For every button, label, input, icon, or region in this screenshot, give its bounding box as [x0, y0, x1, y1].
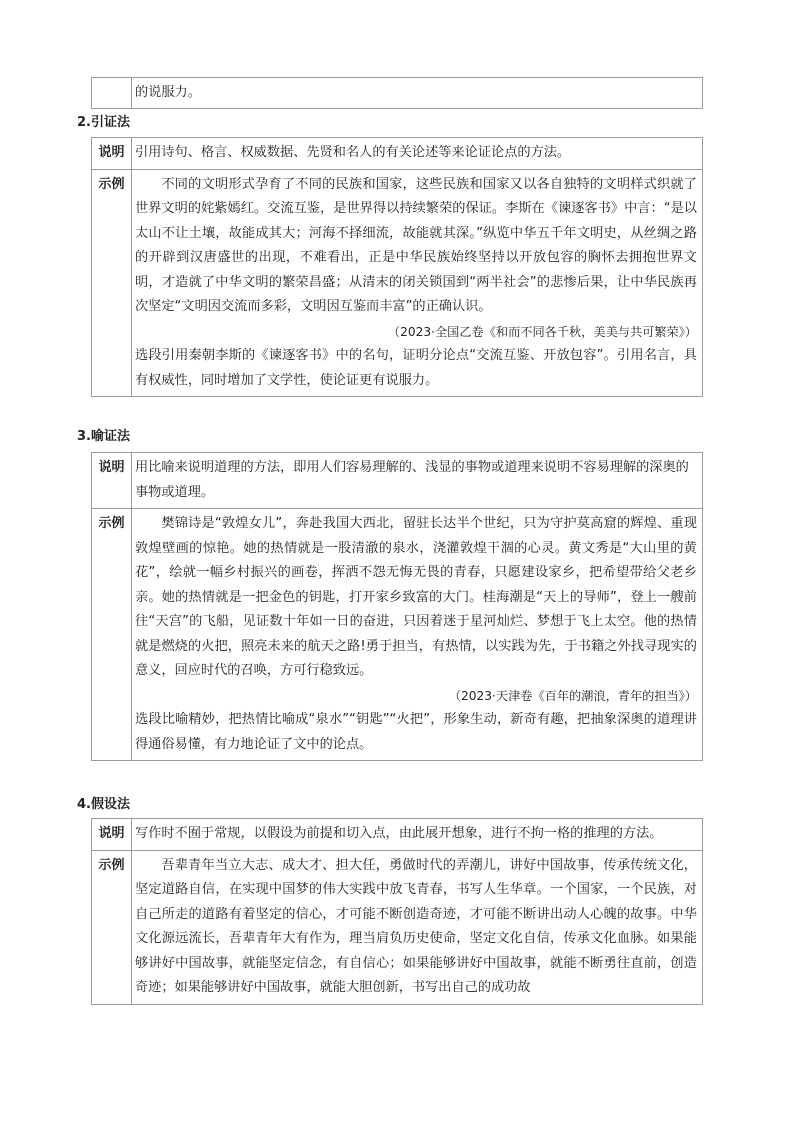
example-analysis: 选段比喻精妙，把热情比喻成“泉水”“钥匙”“火把”，形象生动，新奇有趣，把抽象深奥的道理讲得通俗易懂，有力地论证了文中的论点。 [135, 712, 697, 752]
continuation-label-cell [92, 78, 132, 109]
example-cell [132, 509, 703, 761]
section-table-yuzheng [91, 452, 703, 761]
example-paragraph: 不同的文明形式孕育了不同的民族和国家，这些民族和国家又以各自独特的文明样式织就了世界文明的姹紫嫣红。交流互鉴，是世界得以持续繁荣的保证。李斯在《谏逐客书》中言：“是以太山不让土壤，故能成其大；河海不择细流，故能就其深。”纵览中华五千年文明史，从丝绸之路的开辟到汉唐盛世的出现，不难看出，正是中华民族始终坚持以开放包容的胸怀去拥抱世界文明，才造就了中华文明的繁荣昌盛；从清末的闭关锁国到“两半社会”的悲惨后果，让中华民族再次坚定“文明因交流而多彩，文明因互鉴而丰富”的正确认识。 [135, 176, 697, 314]
desc-text: 用比喻来说明道理的方法，即用人们容易理解的、浅显的事物或道理来说明不容易理解的深奥的事物或道理。 [132, 453, 703, 509]
example-paragraph: 吾辈青年当立大志、成大才、担大任，勇做时代的弄潮儿，讲好中国故事，传承传统文化，坚定道路自信，在实现中国梦的伟大实践中放飞青春，书写人生华章。一个国家，一个民族，对自己所走的道路有着坚定的信心，才可能不断创造奇迹，才可能不断讲出动人心魄的故事。中华文化源远流长，吾辈青年大有作为，理当肩负历史使命，坚定文化自信，传承文化血脉。如果能够讲好中国故事，就能坚定信念，有自信心；如果能够讲好中国故事，就能不断勇往直前，创造奇迹；如果能够讲好中国故事，就能大胆创新，书写出自己的成功故 [135, 857, 697, 995]
example-label: 示例 [92, 509, 132, 761]
example-label: 示例 [92, 850, 132, 1004]
example-analysis: 选段引用秦朝李斯的《谏逐客书》中的名句，证明分论点“交流互鉴、开放包容”。引用名言，具有权威性，同时增加了文学性，使论证更有说服力。 [135, 348, 697, 388]
section-heading-yinzheng: 2.引证法 [77, 115, 130, 130]
desc-label: 说明 [92, 819, 132, 851]
desc-text: 写作时不囿于常规，以假设为前提和切入点，由此展开想象，进行不拘一格的推理的方法。 [132, 819, 703, 851]
example-source: （2023·全国乙卷《和而不同各千秋，美美与共可繁荣》） [387, 324, 697, 339]
desc-label: 说明 [92, 138, 132, 170]
continuation-table [91, 77, 703, 109]
example-label: 示例 [92, 169, 132, 397]
section-heading-jiashe: 4.假设法 [77, 797, 130, 812]
section-table-jiashe [91, 818, 703, 1005]
example-cell [132, 850, 703, 1004]
example-cell [132, 169, 703, 397]
example-source: （2023·天津卷《百年的潮浪，青年的担当》） [448, 688, 697, 703]
section-table-yinzheng [91, 137, 703, 397]
section-heading-yuzheng: 3.喻证法 [77, 429, 130, 444]
example-paragraph: 樊锦诗是“敦煌女儿”，奔赴我国大西北，留驻长达半个世纪，只为守护莫高窟的辉煌、重现敦煌壁画的惊艳。她的热情就是一股清澈的泉水，浇灌敦煌干涸的心灵。黄文秀是“大山里的黄花”，绘就一幅乡村振兴的画卷，挥洒不怨无悔无畏的青春，只愿建设家乡，把希望带给父老乡亲。她的热情就是一把金色的钥匙，打开家乡致富的大门。桂海潮是“天上的导师”，登上一艘前往“天宫”的飞船，见证数十年如一日的奋进，只因着迷于星河灿烂、梦想于飞上太空。他的热情就是燃烧的火把，照亮未来的航天之路!勇于担当，有热情，以实践为先，于书籍之外找寻现实的意义，回应时代的召唤，方可行稳致远。 [135, 516, 697, 678]
desc-text: 引用诗句、格言、权威数据、先贤和名人的有关论述等来论证论点的方法。 [132, 138, 703, 170]
continuation-text: 的说服力。 [132, 78, 703, 109]
desc-label: 说明 [92, 453, 132, 509]
